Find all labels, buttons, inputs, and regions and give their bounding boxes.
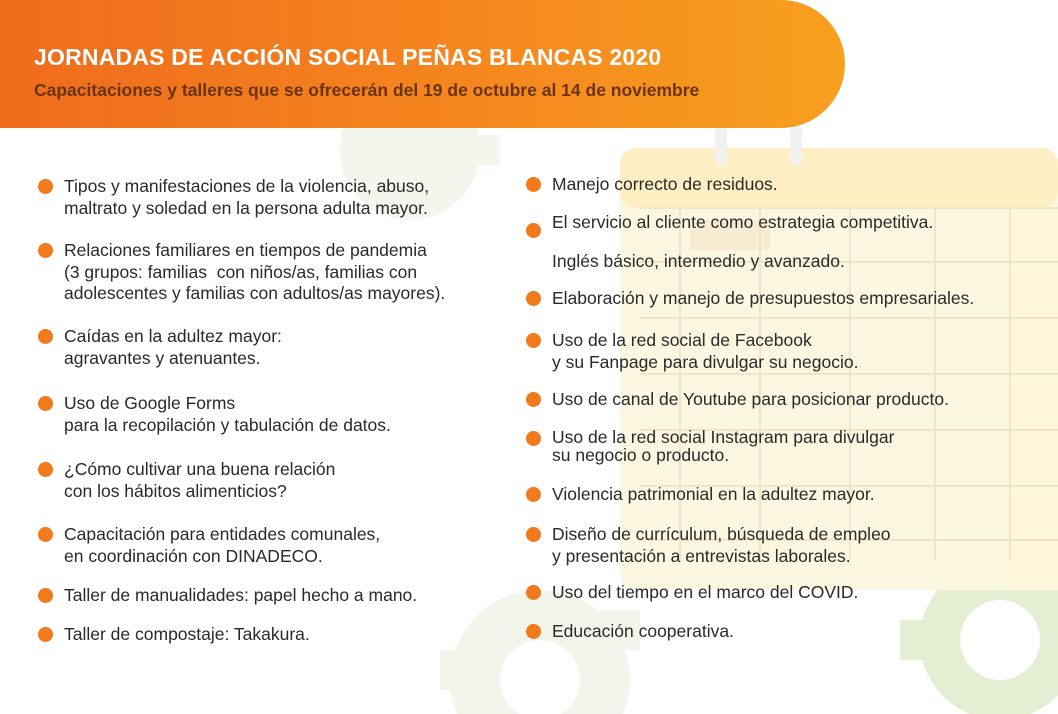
bullet-icon [38, 396, 53, 411]
bullet-icon [526, 223, 541, 238]
bullet-icon [526, 527, 541, 542]
bullet-icon [38, 179, 53, 194]
bullet-icon [38, 527, 53, 542]
bullet-icon [526, 177, 541, 192]
bullet-icon [526, 487, 541, 502]
bullet-icon [526, 624, 541, 639]
bullet-icon [526, 333, 541, 348]
header-banner [0, 0, 845, 128]
bullet-icon [38, 627, 53, 642]
bullet-icon [38, 243, 53, 258]
bullet-icon [526, 291, 541, 306]
bullet-icon [38, 462, 53, 477]
bullet-icon [526, 585, 541, 600]
bullet-icon [526, 392, 541, 407]
page-title: JORNADAS DE ACCIÓN SOCIAL PEÑAS BLANCAS 2020 [34, 44, 662, 70]
gear-icon [440, 590, 640, 714]
bullet-icon [38, 329, 53, 344]
bullet-icon [38, 588, 53, 603]
page-subtitle: Capacitaciones y talleres que se ofrecerán del 19 de octubre al 14 de noviembre [34, 80, 700, 100]
bullet-icon [526, 431, 541, 446]
